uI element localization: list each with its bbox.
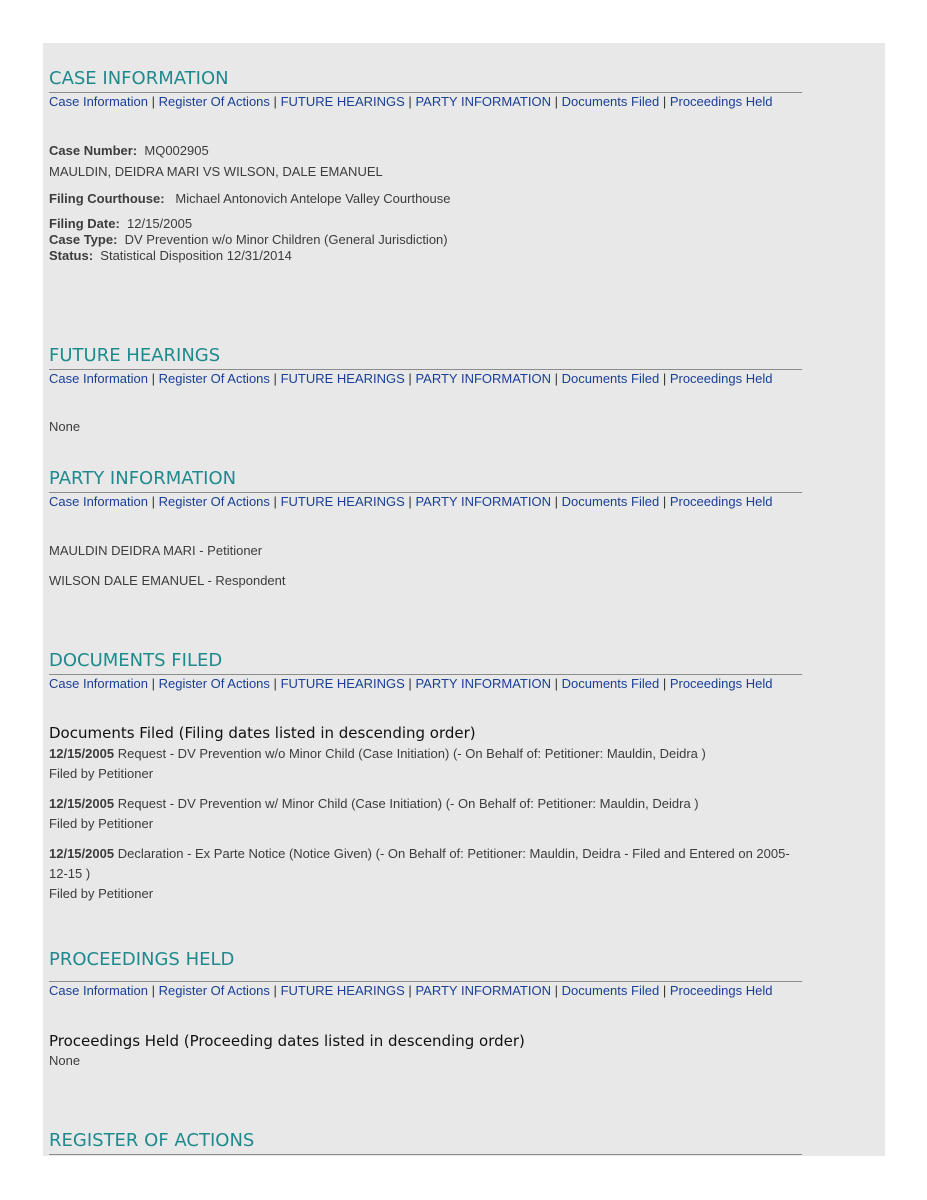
nav-case-information-link[interactable]: Case Information: [49, 371, 148, 386]
filing-courthouse-row: [49, 191, 451, 207]
nav-separator: |: [408, 983, 412, 998]
document-filed-by: Filed by Petitioner: [49, 766, 154, 781]
nav-separator: |: [554, 94, 559, 109]
nav-separator: |: [273, 983, 277, 998]
nav-future-hearings-link[interactable]: FUTURE HEARINGS: [280, 983, 405, 998]
nav-register-of-actions-link[interactable]: Register Of Actions: [158, 371, 270, 386]
document-text: Request - DV Prevention w/o Minor Child (Case Initiation) (- On Behalf of: Petitioner: Mauldin, Deidra ): [117, 746, 706, 761]
nav-separator: |: [273, 494, 277, 509]
nav-case-information-link[interactable]: Case Information: [49, 983, 148, 998]
case-summary-panel: [43, 43, 885, 1156]
nav-documents-filed-link[interactable]: Documents Filed: [561, 494, 660, 509]
nav-documents-filed-link[interactable]: Documents Filed: [561, 676, 660, 691]
filing-courthouse-label: Filing Courthouse:: [49, 191, 165, 206]
case-name: MAULDIN, DEIDRA MARI VS WILSON, DALE EMANUEL: [49, 164, 383, 179]
nav-separator: |: [662, 676, 667, 691]
nav-separator: |: [408, 494, 412, 509]
nav-separator: |: [408, 94, 412, 109]
case-number-value: MQ002905: [144, 143, 209, 158]
nav-future-hearings-link[interactable]: FUTURE HEARINGS: [280, 676, 405, 691]
documents-filed-heading: DOCUMENTS FILED: [49, 650, 223, 671]
nav-case-information-link[interactable]: Case Information: [49, 676, 148, 691]
party-information-section: [49, 468, 802, 510]
proceedings-held-none: None: [49, 1053, 81, 1068]
document-filed-by: Filed by Petitioner: [49, 816, 154, 831]
proceedings-held-subtitle: Proceedings Held (Proceeding dates listed in descending order): [49, 1032, 525, 1050]
register-of-actions-heading: REGISTER OF ACTIONS: [49, 1130, 255, 1151]
section-nav: [49, 676, 802, 692]
nav-separator: |: [554, 676, 559, 691]
document-entry: [49, 844, 794, 904]
party-petitioner: MAULDIN DEIDRA MARI - Petitioner: [49, 543, 263, 558]
future-hearings-none: None: [49, 419, 81, 434]
nav-party-information-link[interactable]: PARTY INFORMATION: [415, 94, 551, 109]
nav-case-information-link[interactable]: Case Information: [49, 94, 148, 109]
document-description: [49, 844, 794, 884]
case-number-row: [49, 143, 209, 159]
nav-documents-filed-link[interactable]: Documents Filed: [561, 983, 660, 998]
document-date: 12/15/2005: [49, 796, 115, 811]
nav-proceedings-held-link[interactable]: Proceedings Held: [669, 494, 773, 509]
document-description: [49, 794, 809, 814]
nav-register-of-actions-link[interactable]: Register Of Actions: [158, 494, 270, 509]
case-type-value: DV Prevention w/o Minor Children (General Jurisdiction): [124, 232, 448, 247]
nav-future-hearings-link[interactable]: FUTURE HEARINGS: [280, 94, 405, 109]
register-of-actions-section: [49, 1130, 802, 1155]
nav-party-information-link[interactable]: PARTY INFORMATION: [415, 371, 551, 386]
case-number-label: Case Number:: [49, 143, 138, 158]
party-respondent: WILSON DALE EMANUEL - Respondent: [49, 573, 286, 588]
case-information-section: [49, 68, 802, 110]
document-entry: [49, 744, 809, 784]
nav-separator: |: [662, 983, 667, 998]
nav-documents-filed-link[interactable]: Documents Filed: [561, 94, 660, 109]
nav-register-of-actions-link[interactable]: Register Of Actions: [158, 676, 270, 691]
party-information-heading: PARTY INFORMATION: [49, 468, 237, 489]
document-date: 12/15/2005: [49, 846, 115, 861]
nav-separator: |: [151, 371, 156, 386]
nav-separator: |: [408, 371, 412, 386]
nav-proceedings-held-link[interactable]: Proceedings Held: [669, 676, 773, 691]
nav-proceedings-held-link[interactable]: Proceedings Held: [669, 983, 773, 998]
divider: [49, 981, 802, 982]
proceedings-held-section: [49, 949, 802, 999]
nav-documents-filed-link[interactable]: Documents Filed: [561, 371, 660, 386]
nav-separator: |: [554, 983, 559, 998]
nav-separator: |: [662, 94, 667, 109]
case-information-heading: CASE INFORMATION: [49, 68, 229, 89]
divider: [49, 674, 802, 675]
future-hearings-heading: FUTURE HEARINGS: [49, 345, 221, 366]
nav-register-of-actions-link[interactable]: Register Of Actions: [158, 983, 270, 998]
section-nav: [49, 94, 802, 110]
document-date: 12/15/2005: [49, 746, 115, 761]
section-nav: [49, 983, 802, 999]
proceedings-held-heading: PROCEEDINGS HELD: [49, 949, 235, 970]
nav-separator: |: [554, 371, 559, 386]
nav-party-information-link[interactable]: PARTY INFORMATION: [415, 676, 551, 691]
section-nav: [49, 494, 802, 510]
nav-separator: |: [273, 94, 277, 109]
nav-register-of-actions-link[interactable]: Register Of Actions: [158, 94, 270, 109]
filing-date-label: Filing Date:: [49, 216, 120, 231]
nav-separator: |: [151, 494, 156, 509]
filing-date-row: [49, 216, 192, 232]
filing-date-value: 12/15/2005: [127, 216, 193, 231]
case-type-label: Case Type:: [49, 232, 118, 247]
nav-party-information-link[interactable]: PARTY INFORMATION: [415, 983, 551, 998]
nav-separator: |: [408, 676, 412, 691]
divider: [49, 369, 802, 370]
documents-filed-subtitle: Documents Filed (Filing dates listed in descending order): [49, 724, 476, 742]
nav-proceedings-held-link[interactable]: Proceedings Held: [669, 94, 773, 109]
nav-separator: |: [273, 676, 277, 691]
nav-proceedings-held-link[interactable]: Proceedings Held: [669, 371, 773, 386]
nav-separator: |: [151, 983, 156, 998]
future-hearings-section: [49, 345, 802, 387]
nav-separator: |: [151, 94, 156, 109]
document-description: [49, 744, 809, 764]
divider: [49, 1154, 802, 1155]
document-entry: [49, 794, 809, 834]
document-text: Request - DV Prevention w/ Minor Child (Case Initiation) (- On Behalf of: Petitioner: Mauldin, Deidra ): [117, 796, 699, 811]
section-nav: [49, 371, 802, 387]
case-type-row: [49, 232, 448, 248]
nav-future-hearings-link[interactable]: FUTURE HEARINGS: [280, 494, 405, 509]
document-filed-by: Filed by Petitioner: [49, 886, 154, 901]
nav-separator: |: [151, 676, 156, 691]
nav-separator: |: [273, 371, 277, 386]
status-value: Statistical Disposition 12/31/2014: [100, 248, 292, 263]
nav-separator: |: [662, 371, 667, 386]
nav-future-hearings-link[interactable]: FUTURE HEARINGS: [280, 371, 405, 386]
divider: [49, 492, 802, 493]
divider: [49, 92, 802, 93]
filing-courthouse-value: Michael Antonovich Antelope Valley Courthouse: [175, 191, 451, 206]
nav-separator: |: [554, 494, 559, 509]
document-text: Declaration - Ex Parte Notice (Notice Given) (- On Behalf of: Petitioner: Mauldin, Deidra - Filed and Entered on 2005-12-15 ): [49, 846, 790, 881]
status-label: Status:: [49, 248, 94, 263]
documents-filed-section: [49, 650, 802, 692]
nav-case-information-link[interactable]: Case Information: [49, 494, 148, 509]
nav-separator: |: [662, 494, 667, 509]
status-row: [49, 248, 292, 264]
nav-party-information-link[interactable]: PARTY INFORMATION: [415, 494, 551, 509]
